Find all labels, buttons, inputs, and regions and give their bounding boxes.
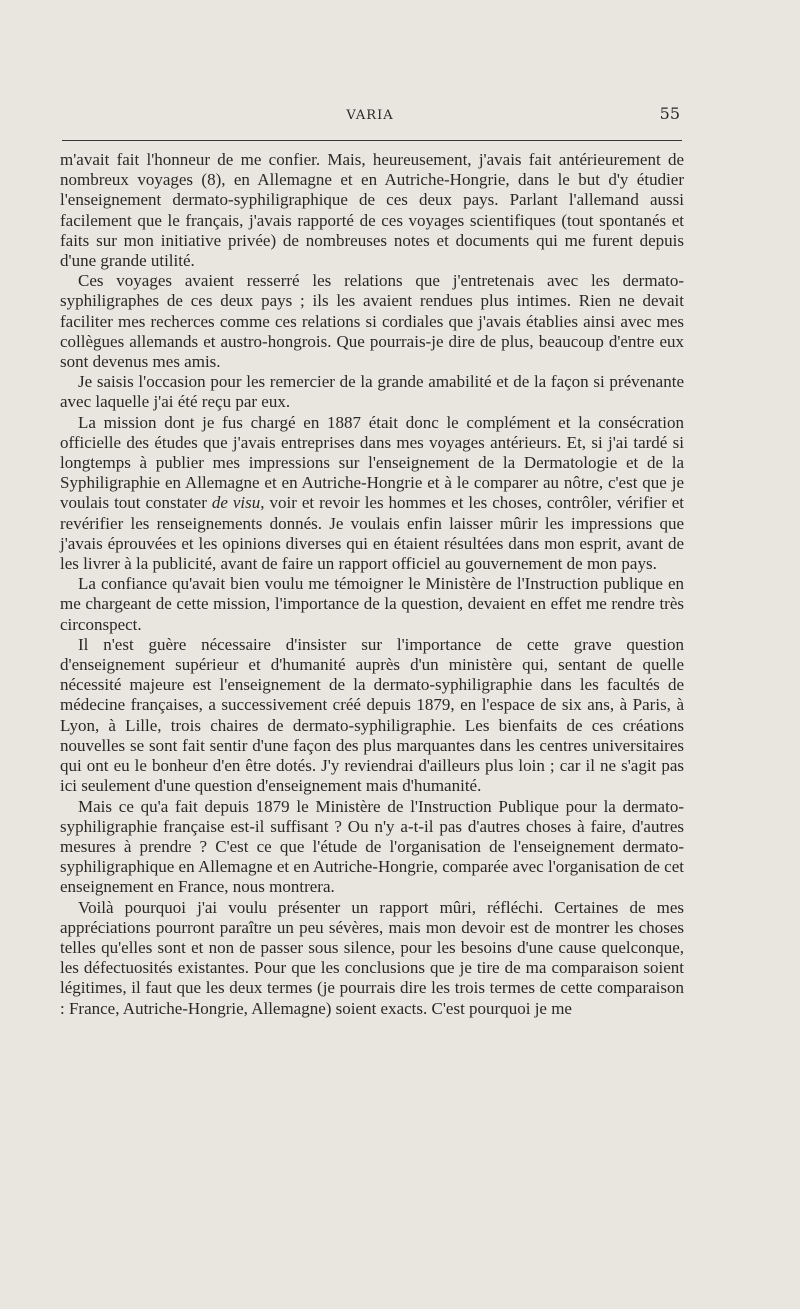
body-text [60,150,684,1019]
paragraph-1: m'avait fait l'honneur de me confier. Mais, heureusement, j'avais fait antérieurement de nombreux voyages (8), en Allemagne et en Autriche-Hongrie, dans le but d'y étudier l'enseignement dermato-syphiligraphique de ces deux pays. Parlant l'allemand aussi facilement que le français, j'avais rapporté de ces voyages scientifiques (tout spontanés et faits sur mon initiative privée) de nombreuses notes et documents qui me furent depuis d'une grande utilité. [60,150,684,271]
paragraph-4-end: , voir et revoir les hommes et les choses, contrôler, vérifier et revérifier les renseignements donnés. Je voulais enfin laisser mûrir les impressions que j'avais éprouvées et les opinions diverses qui en étaient résultées dans mon esprit, avant de les livrer à la publicité, avant de faire un rapport officiel au gouvernement de mon pays. [60,493,684,574]
header-rule [62,140,682,141]
paragraph-3: Je saisis l'occasion pour les remercier de la grande amabilité et de la façon si prévenante avec laquelle j'ai été reçu par eux. [60,372,684,412]
paragraph-4-start: La mission dont je fus chargé en 1887 était donc le complément et la consécration officielle des études que j'avais entreprises dans mes voyages antérieurs. Et, si j'ai tardé si longtemps à publier mes impressions sur l'enseignement de la Dermatologie et de la Syphiligraphie en Allemagne et en Autriche-Hongrie et à le comparer au nôtre, c'est que je voulais tout constater [60,412,684,513]
paragraph-2: Ces voyages avaient resserré les relations que j'entretenais avec les dermato-syphiligraphes de ces deux pays ; ils les avaient rendues plus intimes. Rien ne devait faciliter mes recherces comme ces relations si cordiales que j'avais établies ainsi avec mes collègues allemands et austro-hongrois. Que pourrais-je dire de plus, beaucoup d'entre eux sont devenus mes amis. [60,271,684,372]
page-header [60,104,680,130]
paragraph-4 [60,413,684,575]
paragraph-7: Mais ce qu'a fait depuis 1879 le Ministère de l'Instruction Publique pour la dermato-syphiligraphie française est-il suffisant ? Ou n'y a-t-il pas d'autres choses à faire, d'autres mesures à prendre ? C'est ce que l'étude de l'organisation de l'enseignement dermato-syphiligraphique en Allemagne et en Autriche-Hongrie, comparée avec l'organisation de cet enseignement en France, nous montrera. [60,796,684,897]
paragraph-4-italic: de visu [211,493,261,513]
running-title: VARIA [346,108,394,123]
page-number: 55 [659,104,680,123]
paragraph-6: Il n'est guère nécessaire d'insister sur l'importance de cette grave question d'enseignement supérieur et d'humanité auprès d'un ministère qui, sentant de quelle nécessité majeure est l'enseignement de la dermato-syphiligraphie dans les facultés de médecine françaises, a successivement créé depuis 1879, en l'espace de six ans, à Paris, à Lyon, à Lille, trois chaires de dermato-syphiligraphie. Les bienfaits de ces créations nouvelles se sont fait sentir d'une façon des plus marquantes dans les centres universitaires qui ont eu le bonheur d'en être dotés. J'y reviendrai d'ailleurs plus loin ; car il ne s'agit pas ici seulement d'une question d'enseignement mais d'humanité. [60,634,684,796]
paragraph-5: La confiance qu'avait bien voulu me témoigner le Ministère de l'Instruction publique en me chargeant de cette mission, l'importance de la question, devaient en effet me rendre très circonspect. [60,574,684,634]
paragraph-8: Voilà pourquoi j'ai voulu présenter un rapport mûri, réfléchi. Certaines de mes appréciations pourront paraître un peu sévères, mais mon devoir est de montrer les choses telles qu'elles sont et non de passer sous silence, pour les besoins d'une cause quelconque, les défectuosités existantes. Pour que les conclusions que je tire de ma comparaison soient légitimes, il faut que les deux termes (je pourrais dire les trois termes de cette comparaison : France, Autriche-Hongrie, Allemagne) soient exacts. C'est pourquoi je me [60,897,684,1018]
